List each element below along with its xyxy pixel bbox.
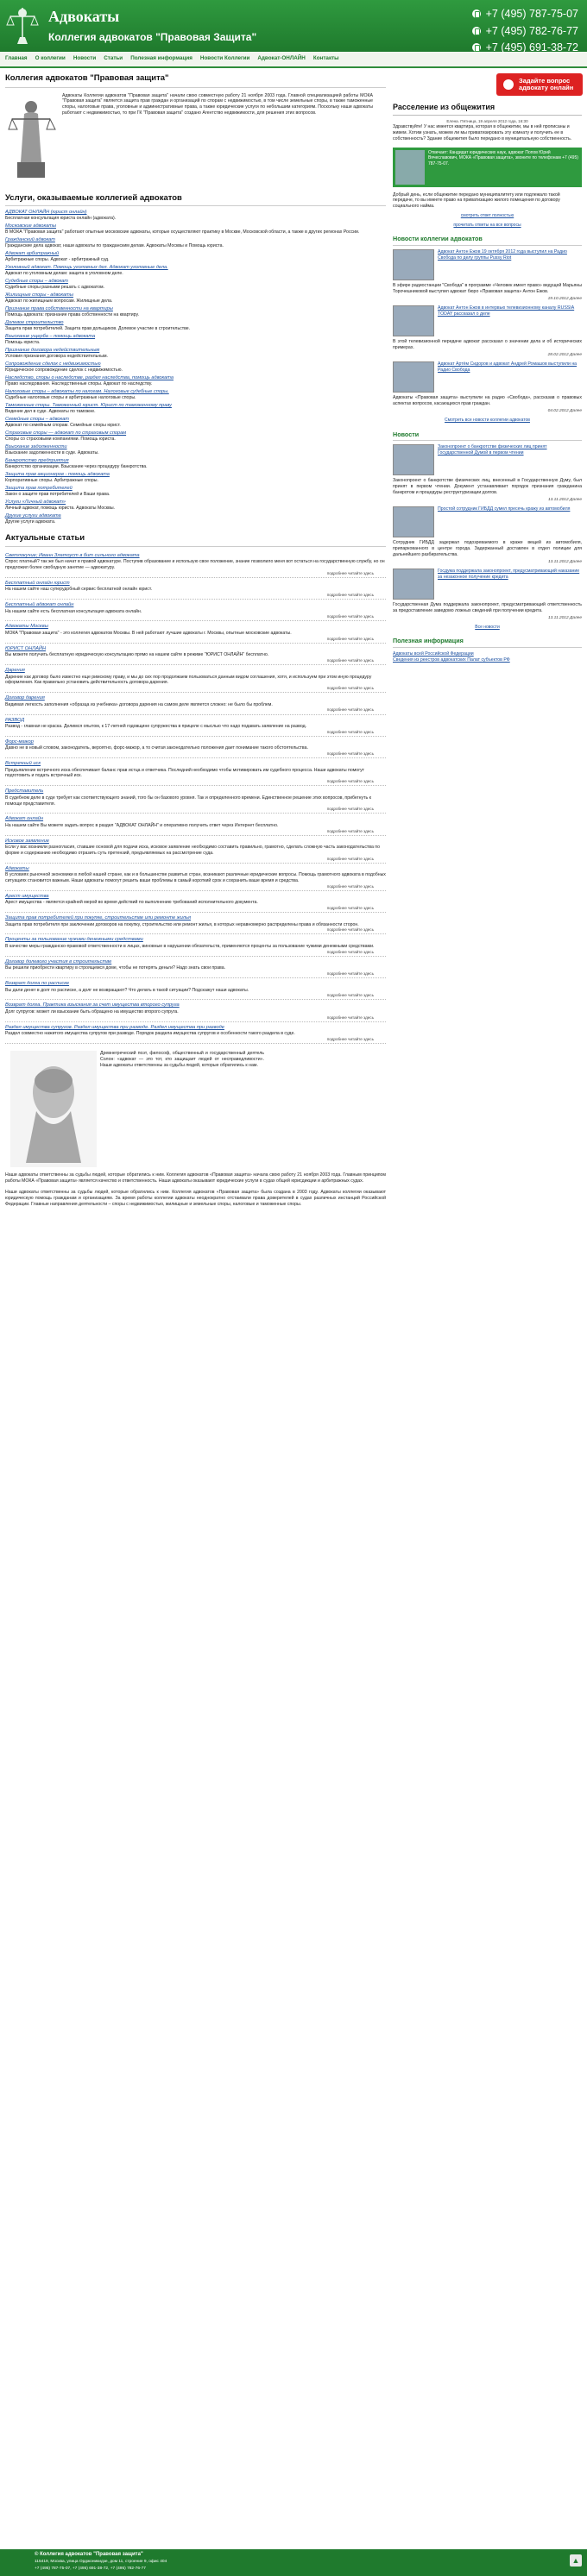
article-excerpt: На нашем сайте наш суперудобный сервис бесплатной онлайн юрист. [5, 587, 153, 593]
service-desc: Бесплатная консультация юриста онлайн (адвоката). [5, 216, 117, 222]
service-link[interactable]: Уголовный адвокат. Помощь уголовных дел. Адвокат уголовные дела. [5, 265, 168, 270]
service-link[interactable]: Защита прав акционеров - помощь адвоката [5, 471, 110, 477]
read-more-link[interactable]: подробнее читайте здесь [326, 636, 374, 641]
themis-logo-icon[interactable] [5, 4, 40, 47]
service-item [5, 375, 386, 386]
article-excerpt: В качестве меры гражданско-правовой ответственности в лицах, виновные в нарушении обязательств, применяются проценты за пользование чужими денежными средствами. [5, 944, 375, 949]
intro-text: Адвокаты Коллегии адвокатов "Правовая защита" начали свою совместную работу 21 ноября 2003 года. Главной специализацией работы МОКА "Правовая защита" является защита прав граждан и организаций по спорам с недвижимостью, в том числе земельные споры, в также таможенные споры, налоговые права, уголовные и административные права, а также юридические услуги по небольшим категориям. Поскольку наши адвокаты работают с недвижимостью, то при ГК "Правовая защита" создано Агентство недвижимости, для решения этих вопросов. [62, 92, 373, 116]
nav-about[interactable]: О коллегии [35, 55, 66, 62]
service-link[interactable]: Наследство, споры о наследстве, раздел наследства, помощь адвоката [5, 374, 174, 380]
service-desc: Личный адвокат, помощь юриста. Адвокаты Москвы. [5, 505, 116, 511]
read-more-link[interactable]: подробнее читайте здесь [326, 614, 374, 619]
article-title[interactable]: Раздел имущества супругов. Раздел имущества при разводе. Раздел имущества при разводе [5, 1024, 224, 1030]
article-title[interactable]: Исковое заявление [5, 838, 49, 844]
article-excerpt: На нашем сайте Вы можете задать вопрос в раздел "АДВОКАТ ОНЛАЙН" и оперативно получить ответ через Интернет бесплатно. [5, 822, 279, 828]
service-item [5, 499, 386, 511]
useful-link[interactable]: Адвокаты всей Российской Федерации [393, 650, 474, 657]
news-title-link[interactable]: Адвокат Артём Сидоров и адвокат Андрей Ромашов выступили на Радио Свобода [438, 361, 578, 373]
article-item [5, 1000, 386, 1021]
qa-heading: Расселение из общежития [393, 103, 582, 116]
article-excerpt: Предъявление встречного иска обеспечивает баланс прав истца и ответчика. Последний необходимо чтобы мотивировать им судебного процесса. Наши адвокаты помогут подготовить и подать встречный иск. [5, 767, 365, 779]
service-item [5, 334, 386, 345]
service-item [5, 486, 386, 497]
article-title[interactable]: ЮРИСТ ОНЛАЙН [5, 645, 47, 651]
service-desc: Гражданские дела адвокат, наши адвокаты по гражданским делам. Адвокаты Москвы и Помощь юриста. [5, 243, 224, 249]
footer-copyright: © Коллегия адвокатов "Правовая защита" [35, 2552, 143, 2557]
article-item [5, 621, 386, 643]
read-more-link[interactable]: подробнее читайте здесь [326, 1015, 374, 1020]
news-body: Законопроект о банкротстве физических лиц, внесенный в Государственную Думу, был принят в первом чтении. Документ устанавливает порядок признания гражданина банкротом и процедуры реструктуризации долгов. [393, 478, 582, 495]
service-desc: Юридическое сопровождение сделок с недвижимостью. [5, 367, 123, 373]
service-item [5, 292, 386, 304]
article-title[interactable]: Возврат долга. Практика взыскания за счет имущества второго супруга [5, 1002, 180, 1008]
read-more-link[interactable]: подробнее читайте здесь [326, 856, 374, 861]
service-desc: Судебные споры разными решать с адвокатом. [5, 284, 104, 290]
nav-home[interactable]: Главная [5, 55, 28, 62]
article-excerpt: Видимая легкость заполнения «образца из учебника» договора дарения на самом деле является сложно: не было бы проблем. [5, 701, 273, 707]
sidebar [393, 68, 587, 1207]
service-item [5, 320, 386, 331]
read-more-link[interactable]: подробнее читайте здесь [326, 779, 374, 784]
article-title[interactable]: Возврат долга по расписке [5, 981, 70, 987]
service-item [5, 306, 386, 317]
article-item [5, 693, 386, 714]
all-news-link[interactable]: Все новости [475, 624, 500, 630]
article-title[interactable]: Встречный иск [5, 761, 41, 767]
service-link[interactable]: Судебные споры – адвокат [5, 278, 68, 284]
article-title[interactable]: Защита прав потребителей при покупке, строительстве или ремонте жилья [5, 915, 192, 921]
college-news-heading: Новости коллегии адвокатов [393, 235, 582, 246]
news-body: Государственная Дума поддержала законопроект, предусматривающий ответственность за предоставление заведомо ложных сведений при получении кредита. [393, 601, 582, 613]
phone-list [472, 7, 578, 58]
article-item [5, 578, 386, 600]
article-item [5, 957, 386, 978]
read-more-link[interactable]: подробнее читайте здесь [326, 686, 374, 691]
service-link[interactable]: Таможенные споры. Таможенный юрист. Юрист по таможенному праву [5, 402, 172, 408]
article-item [5, 550, 386, 578]
nav-useful[interactable]: Полезная информация [130, 55, 193, 62]
article-item [5, 758, 386, 786]
news-title-link[interactable]: Адвокат Антон Ежов 19 октября 2012 года выступил на Радио Свобода по делу группы Pussy Riot [438, 248, 567, 261]
bottom-text-1: Наши адвокаты ответственны за судьбы людей, которые обратились к ним. Коллегия адвокатов «Правовая защита» начала свою работу 21 ноября 2003 года. Главным принципом работы МОКА «Правовая защита» является качество и ответственность. Наши адвокаты оказывают юридические услуги в судах общей юрисдикции и арбитражных судах. [5, 1172, 386, 1184]
article-excerpt: В судебном деле в суде требует как соответствующего знаний, того бы он базового уровня. Так и определенного времени. Единственное решение этих вопросов, прибегнуть к помощи представителя. [5, 795, 371, 807]
article-item [5, 978, 386, 1000]
service-link[interactable]: Сопровождение сделок с недвижимостью [5, 361, 101, 367]
service-desc: Условия признания договора недействительным. [5, 353, 108, 359]
articles-heading: Актуальные статьи [5, 533, 386, 547]
service-desc: Судебные налоговые споры и арбитражные налоговые споры. [5, 394, 136, 400]
article-excerpt: Вы решили приобрести квартиру в строящемся доме, чтобы не потерять деньги? Надо знать свои права. [5, 965, 226, 971]
service-item [5, 430, 386, 442]
lawyer-card: Отвечает: Кандидат юридических наук, адвокат Попов Юрий Вячеславович, МОКА «Правовая защита», звоните по телефонам +7 (495) 787-75-07. [393, 148, 582, 187]
service-desc: Адвокат по семейным спорам. Семейные споры юрист. [5, 422, 121, 428]
phone-icon [472, 43, 481, 52]
article-title[interactable]: Адвокаты [5, 865, 29, 871]
service-desc: Помощь юриста. [5, 339, 41, 345]
service-link[interactable]: Налоговые споры – адвокаты по налогам. Налоговые судебные споры. [5, 388, 169, 394]
article-title[interactable]: Бесплатный адвокат онлайн [5, 602, 74, 608]
article-item [5, 836, 386, 864]
article-excerpt: Спрос платный? так же был начат в правой адвокатуре. Поступив образование и использую свое положение, знание позволило меня вот остаться на государственную службу, но он предложил более свободную занятие — адвокатуру. [5, 559, 385, 570]
article-excerpt: Вы дали денег в долг по расписке, а долг не возвращают? Что делать в такой ситуации? Подскажут наши адвокаты. [5, 987, 249, 993]
service-item [5, 417, 386, 428]
article-title[interactable]: Адвокат онлайн [5, 816, 44, 822]
ask-lawyer-button[interactable]: Задайте вопрос адвокату онлайн [496, 73, 583, 96]
read-more-link[interactable]: подробнее читайте здесь [326, 593, 374, 598]
article-item [5, 934, 386, 956]
article-title[interactable]: Форс-мажор [5, 738, 34, 745]
read-more-link[interactable]: подробнее читайте здесь [326, 883, 374, 889]
service-desc: Другие услуги адвоката. [5, 518, 56, 525]
read-more-link[interactable]: подробнее читайте здесь [326, 807, 374, 812]
article-item [5, 913, 386, 934]
service-link[interactable]: Защита прав потребителей [5, 485, 73, 491]
nav-college-news[interactable]: Новости Коллегии [199, 55, 250, 62]
article-excerpt: На нашем сайте есть бесплатная консультация адвоката онлайн. [5, 608, 142, 614]
service-link[interactable]: АДВОКАТ ОНЛАЙН (юрист онлайн) [5, 210, 87, 216]
read-more-link[interactable]: подробнее читайте здесь [326, 729, 374, 734]
read-more-link[interactable]: подробнее читайте здесь [326, 707, 374, 713]
article-item [5, 814, 386, 835]
all-answers-link[interactable]: прочитать ответы на все вопросы [453, 222, 521, 228]
service-link[interactable]: Признание права собственности на квартиры [5, 305, 113, 311]
read-more-link[interactable]: подробнее читайте здесь [326, 927, 374, 933]
useful-link[interactable]: Сведения из реестров адвокатских Палат субъектов РФ [393, 657, 510, 663]
news-date: 13.11.2012 Далее [547, 497, 582, 502]
article-item [5, 864, 386, 891]
nav-articles[interactable]: Статьи [104, 55, 123, 62]
article-title[interactable]: РАЗВОД [5, 717, 25, 723]
qa-meta: Елена. Пятница, 19 апреля 2012 года, 16:30 [446, 118, 528, 123]
service-item [5, 389, 386, 400]
article-item [5, 786, 386, 814]
service-desc: Адвокат по уголовным делам: защита в уголовном деле. [5, 270, 123, 276]
service-desc: Ведение дел в суде. Адвокаты по таможне. [5, 408, 96, 414]
news-item [393, 569, 582, 621]
question-icon [503, 79, 514, 90]
service-link[interactable]: Долевое строительство [5, 319, 64, 325]
article-item [5, 1022, 386, 1044]
service-link[interactable]: Жилищные споры - адвокаты [5, 292, 73, 298]
useful-links [393, 651, 582, 663]
article-excerpt: Арест имущества - является крайней мерой во время действий по выполнению требований исполнительного документа. [5, 900, 258, 906]
read-more-link[interactable]: подробнее читайте здесь [326, 570, 374, 575]
service-link[interactable]: Признание договора недействительным [5, 347, 100, 353]
service-desc: Право наследования. Наследственные споры. Адвокат по наследству. [5, 380, 153, 386]
services-heading: Услуги, оказываемые коллегией адвокатов [5, 193, 386, 207]
service-link[interactable]: Взыскание задолженности [5, 443, 67, 449]
news-thumbnail[interactable] [393, 361, 434, 393]
bottom-text-2: Наши адвокаты ответственны за судьбы людей, которые обратились к ним. Коллегия адвокатов «Правовая защита» была создана в 2003 году. Адвокаты коллегии оказывают юридическую помощь гражданам и организациям. За время работы коллегии адвокаты неоднократно отстаивали права доверителей в судах различных инстанций Российской Федерации. Главные направления деятельности – споры с недвижимостью, жилищные и земельные споры, налоговые и таможенные споры. [5, 1189, 386, 1207]
service-item [5, 265, 386, 276]
news-body: В эфире радиостанции "Свобода" в программе «Человек имеет право» ведущей Марьяны Торочешниковой выступил адвокат бюро «Правовая защита» Антон Ежов. [393, 282, 582, 294]
site-footer [0, 2549, 587, 2576]
news-body: Адвокаты «Правовая защита» выступили на радио «Свобода», рассказав о правовых аспектах вопросов, касающихся прав граждан. [393, 394, 582, 406]
main-content [0, 68, 393, 1207]
article-excerpt: Защита прав потребителя при заключении договоров на покупку, строительство или ремонт жилья, в которых неравномерно распределены права и обязанности сторон. [5, 921, 359, 927]
news-thumbnail[interactable] [393, 249, 434, 280]
qa-question: Здравствуйте! У нас имеется квартира, которая в общежитии, мы в ней прописаны и живем. Хотим узнать, можем ли мы приватизировать эту комнату и получить ее в собственность? Здание общежития было передано в муниципальную собственность. [393, 123, 572, 141]
article-excerpt: Долг супругов: может ли взыскание быть обращено на имущество второго супруга. [5, 1008, 179, 1015]
service-desc: Взыскание задолженности в суде. Адвокаты. [5, 449, 99, 456]
article-title[interactable]: Арест имущества [5, 893, 49, 899]
news-item [393, 506, 582, 565]
articles-list [5, 550, 386, 1044]
article-item [5, 600, 386, 621]
service-desc: В МОКА "Правовая защита" работают опытные московские адвокаты, которые осуществляют практику в Москве, Московской области, а также в других регионах России. [5, 229, 360, 236]
article-title[interactable]: Проценты за пользование чужими денежными средствами [5, 937, 143, 943]
news-title-link[interactable]: Госдума поддержала законопроект, предусматривающий наказание за незаконное получение кредита [438, 568, 580, 580]
article-excerpt: Если у вас возникли разногласия, ставшие основой для подачи иска, исковое заявление необходимо составить правильно, грамотно, сделать сложную часть законодательства по форме и содержанию необходимо отразить суть претензий, предъявляемых на рассмотрение суда. [5, 845, 381, 856]
read-more-link[interactable]: подробнее читайте здесь [326, 949, 374, 954]
read-more-link[interactable]: подробнее читайте здесь [326, 1037, 374, 1042]
news-heading: Новости [393, 430, 582, 442]
news-body: В этой телевизионной передаче адвокат рассказал о значении дела и об исторических примерах. [393, 338, 582, 350]
news-date: 19.10.2012 Далее [547, 296, 582, 301]
news-thumbnail[interactable] [393, 305, 434, 336]
phone-3[interactable]: +7 (495) 691-38-72 [472, 41, 578, 55]
article-excerpt: Вы можете получить бесплатную юридическую консультацию прямо на нашем сайте в режиме "ЮРИСТ ОНЛАЙН" бесплатно. [5, 652, 269, 658]
article-item [5, 891, 386, 913]
all-college-news-link[interactable]: Смотреть все новости коллегии адвокатов [445, 417, 530, 423]
news-date: 13.11.2012 Далее [547, 615, 582, 620]
article-title[interactable]: Бесплатный онлайн юрист [5, 580, 70, 586]
read-more-link[interactable]: подробнее читайте здесь [326, 993, 374, 998]
service-link[interactable]: Другие услуги адвоката [5, 512, 61, 518]
service-desc: Банкротство организации. Взыскание через процедуру банкротства. [5, 463, 148, 469]
lawyer-photo [395, 150, 425, 185]
site-header [0, 0, 587, 52]
article-title[interactable]: Договор дарения [5, 695, 45, 701]
article-title[interactable]: Адвокаты Москвы [5, 624, 48, 630]
news-thumbnail[interactable] [393, 569, 434, 600]
news-thumbnail[interactable] [393, 444, 434, 475]
service-desc: Споры со страховыми компаниями. Помощь юриста. [5, 436, 116, 442]
nav-contacts[interactable]: Контакты [312, 55, 339, 62]
read-more-link[interactable]: подробнее читайте здесь [326, 751, 374, 757]
article-item [5, 715, 386, 737]
service-link[interactable]: Банкротство предприятия [5, 457, 69, 463]
full-answer-link[interactable]: смотреть ответ полностью [460, 213, 514, 219]
article-title[interactable]: Договор долевого участия в строительстве [5, 958, 112, 964]
news-item [393, 444, 582, 503]
service-item [5, 251, 386, 262]
bottom-quote: Древнегреческий поэт, философ, общественный и государственный деятель Солон: «адвокат — это тот, кто защищает людей от несправедливости». Наши адвокаты ответственны за судьбы людей, которые обратились к нам. [100, 1051, 264, 1068]
article-excerpt: Давно не в новый словом, законодатель, вероятно, форс-мажор, а то считая законодательно положения дает понимание такого обстоятельства. [5, 745, 308, 751]
article-excerpt: В условиях рыночной экономики в любой нашей стране, как и в большинстве развитых стран, возникают различные юридические вопросы. Помощь грамотного адвоката в подобных ситуациях становится важным. Наши адвокаты помогут решить ваши проблемы в самый короткий срок и сохранить ваше время и средства. [5, 872, 386, 884]
nav-lawyer-online[interactable]: Адвокат-ОНЛАЙН [257, 55, 306, 62]
service-desc: Защита прав потребителей. Защита прав дольщиков. Долевое участие в строительстве. [5, 325, 191, 331]
read-more-link[interactable]: подробнее читайте здесь [326, 971, 374, 977]
service-link[interactable]: Взыскание ущерба – помощь адвоката [5, 333, 96, 339]
service-item [5, 210, 386, 221]
service-link[interactable]: Семейные споры – адвокат [5, 416, 69, 422]
service-item [5, 472, 386, 483]
philosopher-bust-image [10, 1051, 97, 1167]
phone-icon [472, 9, 481, 18]
news-item [393, 361, 582, 414]
news-title-link[interactable]: Законопроект о банкротстве физических лиц принят Государственной Думой в первом чтении [438, 444, 547, 456]
news-item [393, 249, 582, 302]
article-excerpt: Дарение как договор было известно еще римскому праву, и мы до сих пор продолжаем пользоваться данным видом соглашения, хотя, и используем при этом иную процедуру оформления. Как правильно установить действительность договора дарения. [5, 674, 372, 686]
site-title: Адвокаты [48, 8, 120, 26]
news-date: 04.02.2012 Далее [547, 408, 582, 413]
page-title: Коллегия адвокатов "Правовая защита" [5, 73, 386, 88]
news-thumbnail[interactable] [393, 506, 434, 537]
service-desc: Адвокат по жилищным вопросам. Жилищные дела. [5, 298, 113, 304]
article-title[interactable]: Дарения [5, 668, 25, 674]
news-title-link[interactable]: Адвокат Антон Ежов в интервью телевизионному каналу RUSSIA TODAY рассказал о деле [438, 305, 575, 317]
article-excerpt: МОКА "Правовая защита" - это коллегия адвокатов Москвы. В ней работают лучшие адвокаты г. Москвы, опытные московские адвокаты. [5, 630, 292, 636]
nav-news[interactable]: Новости [73, 55, 97, 62]
article-item [5, 665, 386, 693]
article-title[interactable]: Представитель [5, 789, 44, 795]
footer-address: 115419, Москва, улица Орджоникидзе, дом 11, строение 9, офис 404 [35, 2560, 167, 2564]
article-title[interactable]: Светлокучие; Иванн Златоуст в бит сильного адвоката [5, 552, 140, 558]
read-more-link[interactable]: подробнее читайте здесь [326, 828, 374, 833]
service-item [5, 403, 386, 414]
service-link[interactable]: Московские адвокаты [5, 223, 56, 229]
service-desc: Арбитражные споры. Адвокат - арбитражный суд. [5, 257, 110, 262]
news-list [393, 444, 582, 621]
read-more-link[interactable]: подробнее читайте здесь [326, 906, 374, 911]
service-link[interactable]: Страховые споры — адвокат по страховым спорам [5, 430, 127, 436]
service-item [5, 513, 386, 525]
article-item [5, 737, 386, 758]
qa-answer: Добрый день, если общежитие передано муниципалитету или подлежало такой передаче, то вы имеете право на приватизацию жилого помещения по договору социального найма. [393, 192, 560, 210]
news-date: 13.11.2012 Далее [547, 559, 582, 564]
service-desc: Корпоративные споры. Арбитражные споры. [5, 477, 98, 483]
service-item [5, 348, 386, 359]
service-link[interactable]: Услуги «Личный адвокат» [5, 499, 66, 505]
service-desc: Помощь адвоката: признание права собственности на квартиру. [5, 311, 139, 317]
service-item [5, 444, 386, 456]
read-more-link[interactable]: подробнее читайте здесь [326, 658, 374, 663]
news-item [393, 305, 582, 358]
news-title-link[interactable]: Простой сотрудник ГИБДД сумел пресечь кражу из автомобиля [438, 506, 571, 512]
service-item [5, 223, 386, 235]
news-date: 28.02.2012 Далее [547, 352, 582, 357]
service-item [5, 361, 386, 373]
article-item [5, 644, 386, 665]
service-item [5, 279, 386, 290]
service-item [5, 237, 386, 248]
phone-icon [472, 27, 481, 35]
phone-2[interactable]: +7 (495) 782-76-77 [472, 24, 578, 39]
scroll-top-button[interactable]: ▲ [570, 2554, 582, 2567]
useful-heading: Полезная информация [393, 637, 582, 648]
service-link[interactable]: Адвокат арбитражный [5, 251, 60, 257]
college-news-list [393, 249, 582, 414]
themis-statue-icon [5, 93, 57, 185]
phone-1[interactable]: +7 (495) 787-75-07 [472, 7, 578, 22]
service-link[interactable]: Гражданский адвокат [5, 237, 55, 243]
news-body: Сотрудник ГИБДД задержал подозреваемого в краже вещей из автомобиля, припаркованного в центре города. Задержанный доставлен в отдел полиции для дальнейшего разбирательства. [393, 539, 582, 557]
site-subtitle: Коллегия адвокатов "Правовая Защита" [48, 30, 257, 43]
article-excerpt: Раздел совместно нажитого имущества супругов при разводе. Порядок раздела имущества супругов и особенности такого раздела в суде. [5, 1031, 295, 1037]
services-list [5, 210, 386, 525]
article-excerpt: Развод - главная не краска. Делимся опытом, к 17-летней годовщине супружества в прицеле с мыслью что надо подавать заявление на развод. [5, 724, 307, 730]
service-item [5, 458, 386, 469]
footer-phones: +7 (495) 787-75-07, +7 (495) 691-38-72, +7 (495) 782-76-77 [35, 2567, 146, 2571]
service-desc: Закон о защите прав потребителей и Ваши права. [5, 491, 110, 497]
